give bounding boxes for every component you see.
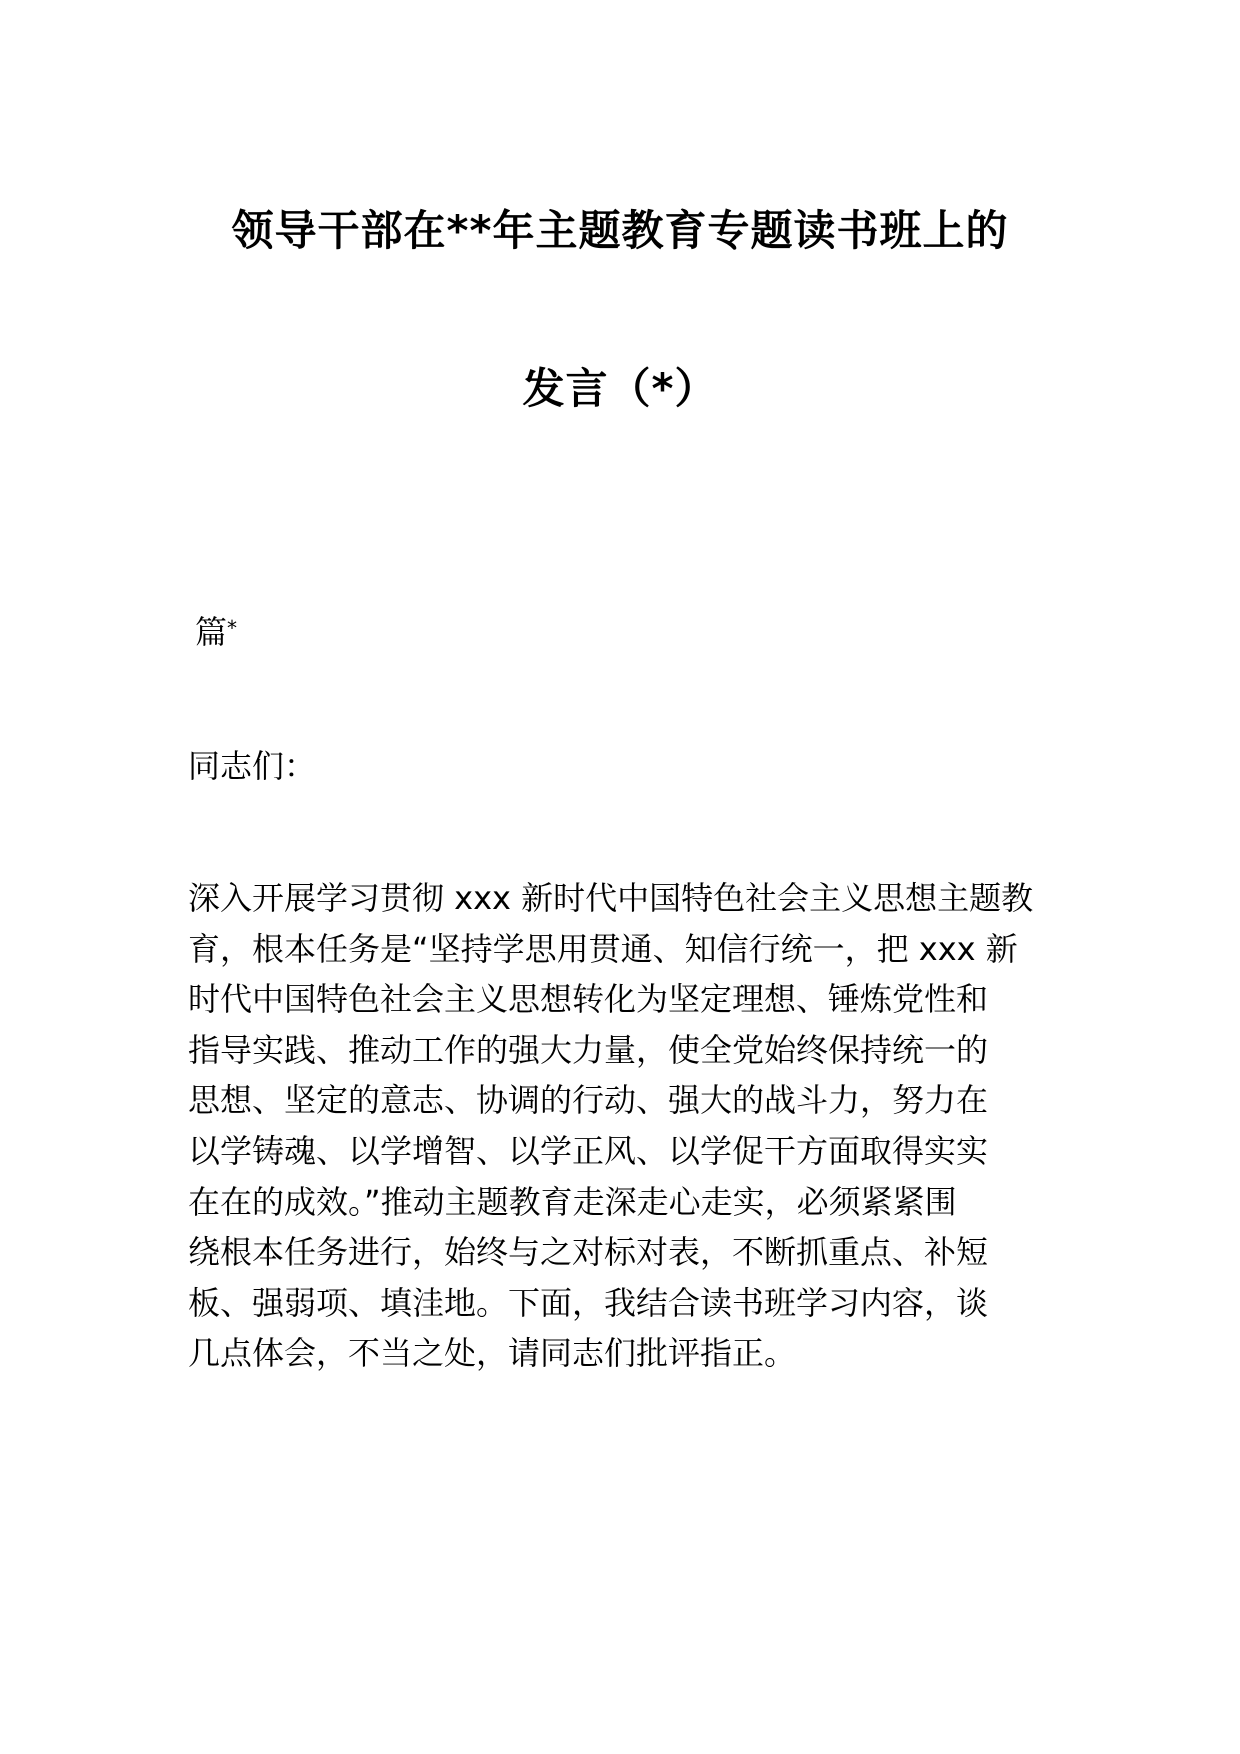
body-line: 以学铸魂、以学增智、以学正风、以学促干方面取得实实 — [188, 1131, 989, 1170]
body-paragraph — [188, 880, 1058, 1386]
section-label — [195, 613, 238, 651]
body-line: 思想、坚定的意志、协调的行动、强大的战斗力，努力在 — [188, 1081, 989, 1120]
body-line: 深入开展学习贯彻 xxx 新时代中国特色社会主义思想主题教 — [188, 879, 1034, 917]
body-line: 几点体会，不当之处，请同志们批评指正。 — [188, 1334, 797, 1373]
body-line: 育，根本任务是“坚持学思用贯通、知信行统一，把 xxx 新 — [188, 929, 1018, 968]
document-title-line-2: 发言（*） — [522, 364, 718, 413]
body-line: 指导实践、推动工作的强大力量，使全党始终保持统一的 — [188, 1030, 989, 1069]
section-label-marker: * — [227, 616, 238, 640]
body-line: 在在的成效。”推动主题教育走深走心走实，必须紧紧围 — [188, 1182, 957, 1221]
section-label-text: 篇 — [195, 613, 228, 651]
salutation: 同志们： — [188, 747, 317, 785]
body-line: 时代中国特色社会主义思想转化为坚定理想、锤炼党性和 — [188, 980, 989, 1019]
body-line: 板、强弱项、填洼地。下面，我结合读书班学习内容，谈 — [188, 1283, 989, 1322]
document-title-line-1: 领导干部在**年主题教育专题读书班上的 — [231, 206, 1009, 255]
body-line: 绕根本任务进行，始终与之对标对表，不断抓重点、补短 — [188, 1233, 989, 1272]
